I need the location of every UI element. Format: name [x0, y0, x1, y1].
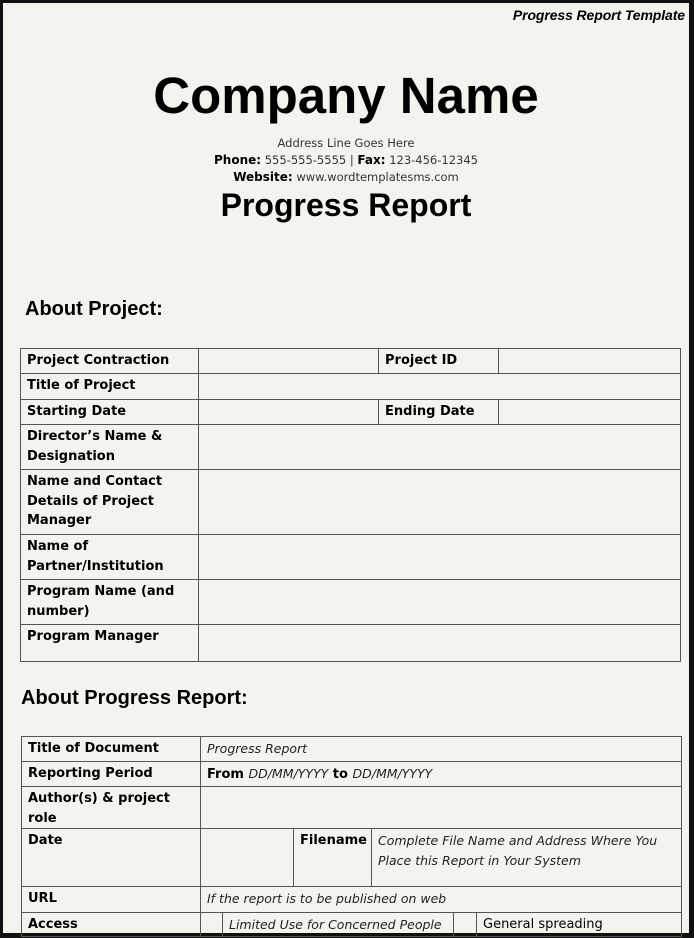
table-row: [21, 349, 681, 374]
program-name-label-line: number): [27, 603, 90, 619]
authors-field[interactable]: [201, 787, 682, 829]
project-id-field[interactable]: [499, 349, 681, 374]
partner-label-line: Partner/Institution: [27, 558, 164, 574]
starting-date-label: Starting Date: [21, 400, 199, 425]
title-of-document-label: Title of Document: [22, 737, 201, 762]
project-manager-contact-label: [21, 470, 199, 535]
filename-field[interactable]: [372, 829, 682, 887]
filename-hint-line: Complete File Name and Address Where You: [378, 833, 658, 848]
about-progress-heading: About Progress Report:: [21, 687, 248, 709]
website-label: Website:: [233, 170, 293, 184]
title-of-project-label: Title of Project: [21, 374, 199, 400]
table-row: [21, 425, 681, 470]
manager-label-line: Name and Contact: [27, 474, 163, 489]
table-row: [21, 400, 681, 425]
reporting-period-label: Reporting Period: [22, 762, 201, 787]
title-of-project-field[interactable]: [199, 374, 681, 400]
from-label: From: [207, 767, 244, 782]
starting-date-field[interactable]: [199, 400, 379, 425]
phone-value: 555-555-5555: [264, 153, 347, 167]
access-option1-label: Limited Use for Concerned People: [223, 913, 454, 937]
table-row: [21, 625, 681, 662]
program-manager-field[interactable]: [199, 625, 681, 662]
program-name-label-line: Program Name (and: [27, 584, 175, 599]
separator: |: [349, 153, 354, 167]
template-tag: Progress Report Template: [512, 7, 685, 23]
program-name-label: [21, 580, 199, 625]
project-id-label: Project ID: [379, 349, 499, 374]
project-contraction-label: Project Contraction: [21, 349, 199, 374]
reporting-period-field[interactable]: [201, 762, 682, 787]
title-of-document-field[interactable]: Progress Report: [201, 737, 682, 762]
to-date[interactable]: DD/MM/YYYY: [352, 766, 433, 781]
date-field[interactable]: [201, 829, 294, 887]
from-date[interactable]: DD/MM/YYYY: [248, 766, 329, 781]
program-manager-label: Program Manager: [21, 625, 199, 662]
director-label-line: Designation: [27, 448, 115, 464]
partner-label-line: Name of: [27, 539, 89, 554]
partner-field[interactable]: [199, 535, 681, 580]
partner-label: [21, 535, 199, 580]
table-row: [22, 829, 682, 887]
access-option2-checkbox[interactable]: [454, 913, 477, 937]
filename-hint-line: Place this Report in Your System: [378, 852, 581, 868]
fax-label: Fax:: [357, 153, 386, 167]
manager-label-line: Details of Project: [27, 493, 154, 509]
table-row: [21, 535, 681, 580]
manager-label-line: Manager: [27, 513, 92, 528]
ending-date-label: Ending Date: [379, 400, 499, 425]
phone-fax-line: [3, 153, 689, 167]
access-label: Access: [22, 913, 201, 937]
table-row: [22, 887, 682, 913]
table-row: [22, 762, 682, 787]
access-option2-label: General spreading: [477, 913, 682, 937]
filename-label: Filename: [294, 829, 372, 887]
director-field[interactable]: [199, 425, 681, 470]
director-label-line: Director’s Name &: [27, 429, 163, 444]
company-name: Company Name: [153, 67, 539, 124]
table-row: [21, 580, 681, 625]
program-name-field[interactable]: [199, 580, 681, 625]
report-title: Progress Report: [220, 187, 472, 223]
about-progress-table: [21, 736, 682, 937]
access-option1-checkbox[interactable]: [201, 913, 223, 937]
website-line: [3, 170, 689, 184]
url-field[interactable]: If the report is to be published on web: [201, 887, 682, 913]
ending-date-field[interactable]: [499, 400, 681, 425]
address-line: Address Line Goes Here: [277, 136, 415, 150]
authors-label: Author(s) & project role: [22, 787, 201, 829]
project-contraction-field[interactable]: [199, 349, 379, 374]
director-label: [21, 425, 199, 470]
table-row: [22, 913, 682, 937]
website-value: www.wordtemplatesms.com: [296, 170, 459, 184]
url-label: URL: [22, 887, 201, 913]
project-manager-contact-field[interactable]: [199, 470, 681, 535]
fax-value: 123-456-12345: [389, 153, 478, 167]
table-row: [22, 787, 682, 829]
date-label: Date: [22, 829, 201, 887]
table-row: [22, 737, 682, 762]
table-row: [21, 470, 681, 535]
phone-label: Phone:: [214, 153, 262, 167]
to-label: to: [332, 767, 348, 782]
table-row: [21, 374, 681, 400]
about-project-table: [20, 348, 681, 662]
about-project-heading: About Project:: [25, 298, 163, 320]
